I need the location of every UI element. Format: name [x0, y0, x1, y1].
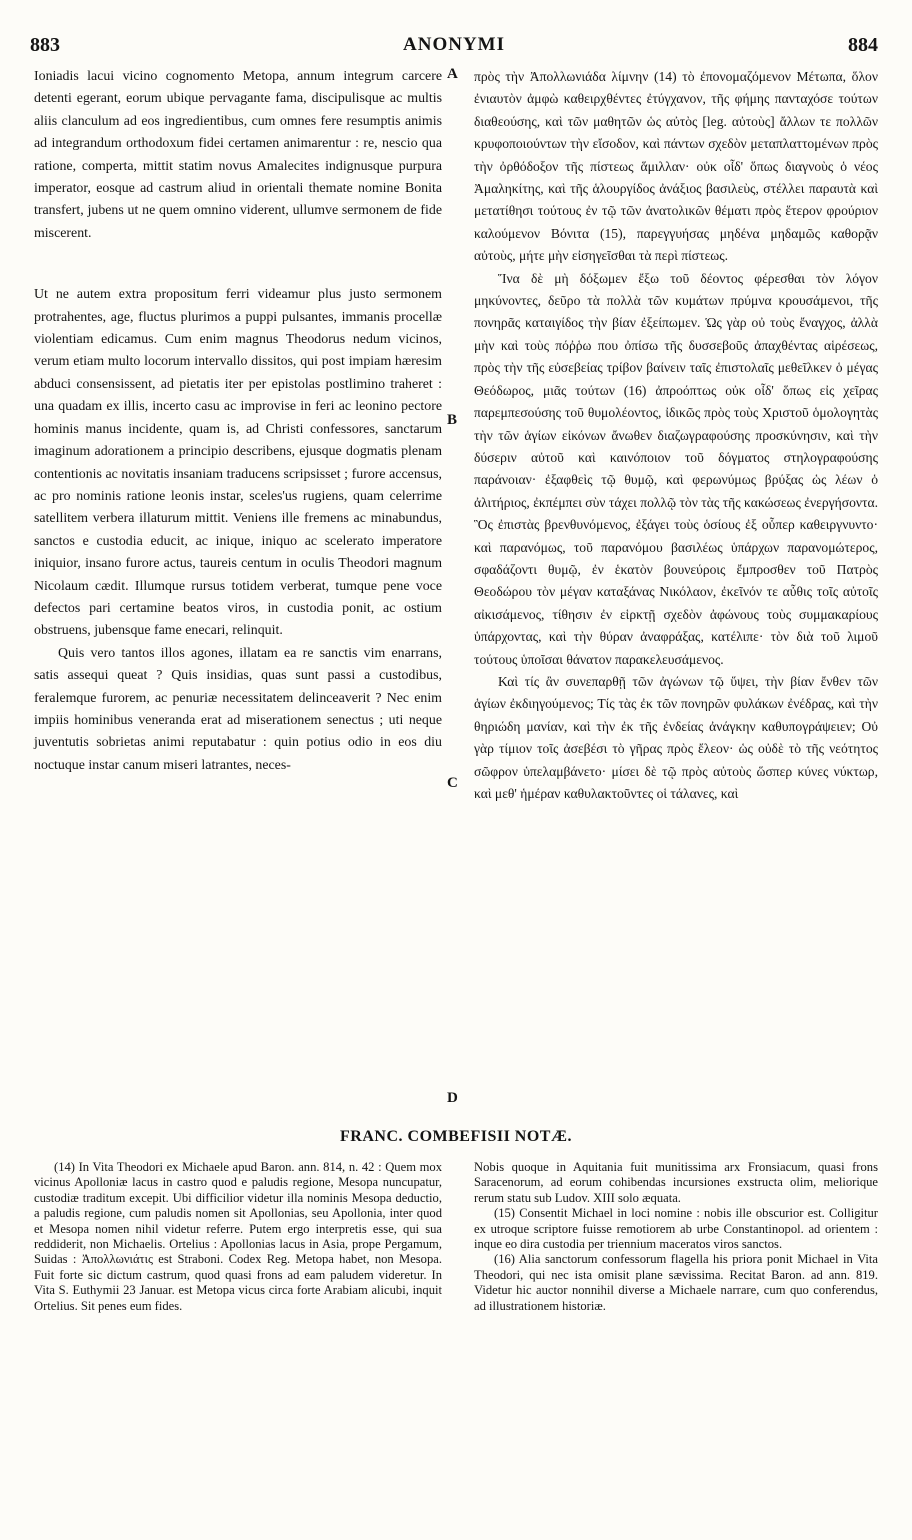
section-marker-c: C — [447, 775, 458, 791]
greek-paragraph-2: Ἵνα δὲ μὴ δόξωμεν ἔξω τοῦ δέοντος φέρεσθαι τὸν λόγον μηκύνοντες, δεῦρο τὰ πολλὰ τῶν κυμάτων πρύμνα κρουσάμενοι, τῆς πονηρᾶς καταιγίδος τὴν βίαν ἐξείπωμεν. Ὡς γὰρ οὐ τοὺς ἔναγχος, ἀλλὰ μὴν καὶ τοὺς πόῤῥω που ὀπίσω τῆς δυσσεβοῦς ἀπαχθέντας αἱρέσεως, πρὸς τὴν τῆς εὐσεβείας τρίβον βαίνειν ταῖς ἐπιστολαῖς μεθεῖλκεν ὁ μέγας Θεόδωρος, μιᾶς τούτων (16) ἀπροόπτως οὐκ οἶδ' ὅπως εἰς χεῖρας παρεμπεσούσης τοῦ θυμολέοντος, ἰδικῶς πρὸς τοὺς Χριστοῦ ὁμολογητὰς τὴν τῶν ἁγίων εἰκόνων ἄνωθεν διαζωγραφούσης προσκύνησιν, καὶ τὴν δύσεριν αὐτοῦ καὶ καινόποιον τοῦ δόγματος στηλογραφούσης παράνοιαν· ἐξαφθεὶς τῷ θυμῷ, καὶ φερωνύμως βρύξας ὡς λέων ὁ ἀλιτήριος, ἐκπέμπει σὺν τάχει πολλῷ τὸν τὰς τῆς κακώσεως ἐνεργήσοντα. Ὃς ἐπιστὰς βρενθυνόμενος, ἐξάγει τοὺς ὁσίους ἐξ οὗπερ καθειργνυντο· καὶ παρανόμως, τοῦ παρανόμου βασιλέως ὑπάρχων παρανομώτερος, σφαδάζοντι θυμῷ, ἐν ἑκατὸν βουνεύροις ἔμπροσθεν τοῦ Πατρὸς Θεοδώρου τὸν μέγαν καταξάνας Νικόλαον, ἐκεῖνόν τε αὖθις τοῖς αὐτοῖς αἰκισάμενος, τίθησιν ἐν εἱρκτῇ σχεδὸν ἀφώνους τοὺς συμμακαρίους ὑπάρχοντας, καὶ τὴν θύραν ἀναφράξας, κατέλιπε· τὸν διὰ τοῦ λιμοῦ τούτους ὑποῖσαι θάνατον παρακελευσάμενος. — [474, 270, 878, 667]
latin-paragraph-2: Ut ne autem extra propositum ferri videamur plus justo sermonem protrahentes, age, fluctus plurimos a puppi pulsantes, immanis procellæ violentiam edicamus. Cum enim magnus Theodorus nedum vicinos, verum etiam multo locorum intervallo dissitos, qui post impiam hæresim abduci consensissent, ad pietatis iter per epistolas postlimino traheret : una quadam ex illis, incerto casu ac improvise in feri ac leonino pectore hominis manus incidente, quam is, ad Christi confessores, sanctarum imaginum adorationem a principio describens, ejusque dogmatis plenam contentionis ac novitatis insaniam traducens scripsisset ; furore accensus, ac pro nominis ratione leonis instar, sceles'us rugiens, quam celerrime satellitem verbera illaturum mittit. Veniens ille fremens ac minabundus, sanctos e custodia educit, ac inique, iniquo ac scelerato imperatore iniquior, insano furore actus, taureis centum in oculis Theodori magnum Nicolaum cædit. Illumque rursus totidem verberat, tumque pene voce defectos pari certamine beatos viros, in custodia ponit, ac ostium obstruens, jubensque fame enecari, relinquit. — [34, 287, 442, 639]
section-marker-d: D — [447, 1090, 458, 1106]
note-14: (14) In Vita Theodori ex Michaele apud Baron. ann. 814, n. 42 : Quem mox vicinus Apolloniæ lacus in castro quod e paludis regione, Mesopa nuncupatur, custodiæ traditum excepit. Ubi difficilior videtur illa nominis Mesopa deductio, a paludis regione, cum paludis nomen sit Apollonias, seu Apollonia, inter quod et Mesopa nomen nihil videtur referre. Putem ergo interpretis esse, qui sua reddiderit, non Michaelis. Ortelius : Apollonias lacus in Asia, prope Pergamum, Suidas : Ἀπολλωνιάτις est Straboni. Codex Reg. Metopa habet, non Mesopa. Fuit forte sic dictum castrum, quod quasi frons ad eam paludem videretur. In Vita S. Euthymii 23 Januar. est Metopa vicus circa forte Arabiam alicubi, inquit Ortelius. Sit penes eum fides. — [34, 1160, 442, 1313]
page-header — [30, 34, 878, 64]
latin-paragraph-3: Quis vero tantos illos agones, illatam ea re sanctis vim enarrans, satis assequi queat ? Quis insidias, quas sunt passi a custodibus, feralemque furorem, ac penuriæ necessitatem delinceaverit ? Nec enim impiis hominibus veneranda erat ad miserationem senectus ; uti neque juventutis sobrietas animi reputabatur : quin potius odio in eos diu noctuque instar canum miseri latrantes, neces- — [34, 645, 442, 773]
greek-column — [474, 66, 878, 805]
greek-paragraph-3: Καὶ τίς ἂν συνεπαρθῇ τῶν ἀγώνων τῷ ὕψει, τὴν βίαν ἔνθεν τῶν ἁγίων ἐκδιηγούμενος; Τίς τὰς ἐκ τῶν πονηρῶν φυλάκων ἐνέδρας, καὶ τὴν θηριώδη μανίαν, καὶ τὴν ἐκ τῆς ἐνδείας ἀνάγκην καθυπογράψειεν; Οὐ γὰρ τίμιον τοῖς ἀσεβέσι τὸ γῆρας πρὸς ἔλεον· ὡς οὐδὲ τὸ τῆς νεότητος σῶφρον ὑπελαμβάνετο· μίσει δὲ τῷ πρὸς αὐτοὺς ὥσπερ κύνες νύκτωρ, καὶ μεθ' ἡμέραν καθυλακτοῦντες οἱ τάλανες, καὶ — [474, 673, 878, 801]
notes-right-column — [474, 1160, 878, 1314]
latin-column — [34, 66, 442, 777]
section-marker-b: B — [447, 412, 458, 428]
greek-paragraph-1: πρὸς τὴν Ἀπολλωνιάδα λίμνην (14) τὸ ἐπονομαζόμενον Μέτωπα, ὅλον ἐνιαυτὸν ἀμφὼ καθειρχθέντες ἐτύγχανον, τῆς φήμης πανταχόσε τούτων διαθεούσης, καὶ τῶν μαθητῶν ὡς αὐτὸς [leg. αὐτοὺς] ἄλλων τε πολλῶν κρυφοποιούντων τὴν εἴσοδον, καὶ πάντων σχεδὸν μεταπλαττομένων πρὸς τὴν ὀρθόδοξον τῆς πίστεως ἅμιλλαν· οὐκ οἶδ' ὅπως διαγνοὺς ὁ νέος Ἀμαληκίτης, καὶ τῆς ἁλουργίδος ἀνάξιος βασιλεὺς, στέλλει παραυτὰ καὶ μετατίθησι τούτους ἐν τῷ τῶν ἀνατολικῶν θέματι πρὸς ἕτερον φρούριον καλούμενον Βόνιτα (15), παρεγγυήσας μηδένα μηδαμῶς καθορᾷν αὐτοὺς, μήτε μὴν εἰσηγεῖσθαι τὰ περὶ πίστεως. — [474, 69, 878, 264]
note-16: (16) Alia sanctorum confessorum flagella his priora ponit Michael in Vita Theodori, qui nec ista omisit plane sævissima. Recitat Baron. ad ann. 819. Videtur hic auctor nonnihil diverse a Michaele narrare, cum quo conferendus, ad illustrationem historiæ. — [474, 1252, 878, 1313]
note-15: (15) Consentit Michael in loci nomine : nobis ille obscurior est. Colligitur ex utroque scriptore fuisse remotiorem ab urbe Constantinopol. ad orientem : inque eo dira custodia per triennium maceratos viros sanctos. — [474, 1206, 878, 1252]
latin-paragraph-1: Ioniadis lacui vicino cognomento Metopa, annum integrum carcere detenti egerant, eorum ubique pervagante fama, discipulisque ac multis aliis clanculum ad eos ingredientibus, cum omnes fere resumptis animis ad integrandum orthodoxum fidei certamen animarentur : re, nescio qua ratione, comperta, mittit statim novus Amalecites indignusque purpura imperator, eosque ad castrum aliud in orientali themate nomine Bonita transfert, jubens ut ne quem omnino viderent, ullumve sermonem de fide miscerent. — [34, 69, 442, 241]
page-number-left: 883 — [30, 34, 60, 56]
section-marker-a: A — [447, 66, 458, 82]
notes-title: FRANC. COMBEFISII NOTÆ. — [340, 1128, 572, 1145]
page-number-right: 884 — [848, 34, 878, 56]
running-title: ANONYMI — [403, 34, 505, 55]
note-14-continued: Nobis quoque in Aquitania fuit munitissima arx Fronsiacum, quasi frons Saracenorum, ad eorum cohibendas incursiones exstructa olim, meliorique rerum statu sub Ludov. XIII solo æquata. — [474, 1160, 878, 1205]
notes-left-column — [34, 1160, 442, 1314]
